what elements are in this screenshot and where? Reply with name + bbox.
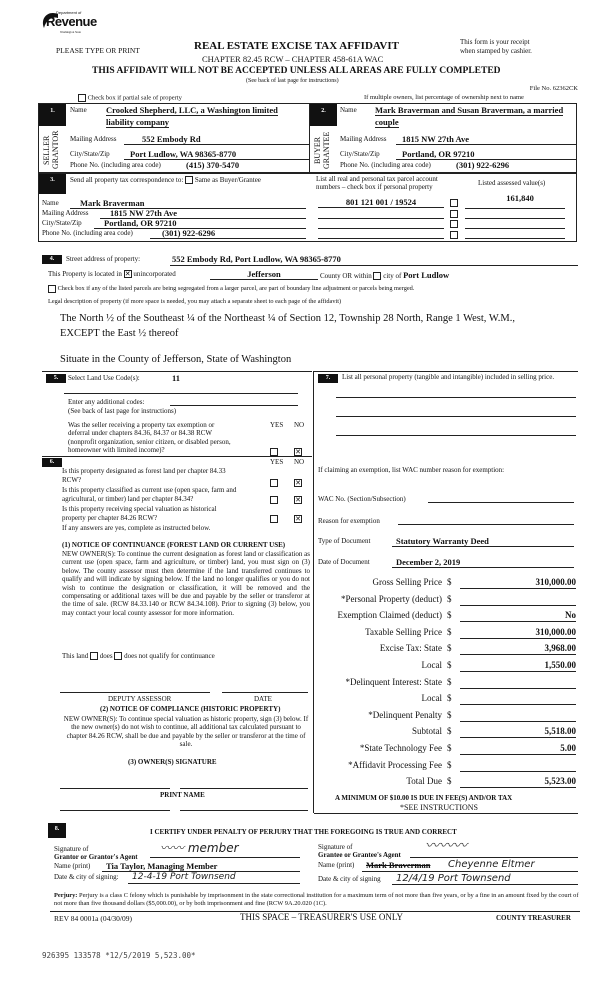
fee-value-field[interactable]: No (460, 610, 576, 622)
partial-sale-checkbox[interactable] (78, 94, 182, 102)
does-not-label: does not qualify for continuance (124, 652, 215, 660)
buyer-name-field-2[interactable]: couple (375, 117, 399, 127)
form-revision: REV 84 0001a (04/30/09) (54, 914, 132, 923)
see-instructions-note: *SEE INSTRUCTIONS (400, 803, 479, 812)
exemption-no-checkbox[interactable]: ✕ (295, 448, 301, 457)
fee-label: *State Technology Fee (359, 743, 442, 753)
land-use-code-field[interactable]: 11 (172, 373, 181, 383)
does-qualify-checkbox[interactable] (90, 652, 98, 660)
reason-label: Reason for exemption (318, 517, 380, 525)
grantor-date-label: Date & city of signing: (54, 873, 119, 881)
exemption-label: If claiming an exemption, list WAC number reason for exemption: (318, 466, 505, 474)
logo-name: Revenue (46, 14, 97, 29)
grantor-signature-label: Signature of Grantor or Grantor's Agent (54, 845, 138, 861)
buyer-addr-label: Mailing Address (340, 135, 387, 143)
notice-continuance-title: (1) NOTICE OF CONTINUANCE (FOREST LAND OR CURRENT USE) (62, 541, 286, 549)
fee-value-field[interactable]: 5,523.00 (460, 776, 576, 788)
grantee-date-label: Date & city of signing (318, 875, 381, 883)
grantee-date-field[interactable]: 12/4/19 Port Townsend (392, 873, 578, 885)
no-header-6: NO (294, 458, 305, 466)
please-type: PLEASE TYPE OR PRINT (56, 46, 140, 55)
certify-statement: I CERTIFY UNDER PENALTY OF PERJURY THAT THE FOREGOING IS TRUE AND CORRECT (150, 828, 457, 836)
form-chapter: CHAPTER 82.45 RCW – CHAPTER 458-61A WAC (202, 54, 384, 64)
see-back-note: (See back of last page for instructions) (246, 78, 339, 84)
notice-compliance-title: (2) NOTICE OF COMPLIANCE (HISTORIC PROPERTY) (100, 705, 281, 713)
receipt-note-2: when stamped by cashier. (460, 47, 532, 55)
fee-value-field[interactable] (460, 693, 576, 705)
grantee-name-struck: Mark Braverman (366, 860, 431, 870)
fee-value-field[interactable]: 310,000.00 (460, 627, 576, 639)
seller-city-field[interactable]: Port Ludlow, WA 98365-8770 (124, 149, 309, 160)
dollar-sign: $ (447, 610, 452, 621)
seller-name-label: Name (70, 106, 87, 114)
fee-label: Total Due (406, 776, 442, 787)
personal-property-checkboxes[interactable] (450, 198, 458, 240)
legal-description-label: Legal description of property (if more space is needed, you may attach a separate sheet to each page of the affidavit) (48, 298, 342, 305)
buyer-name-label: Name (340, 106, 357, 114)
if-yes-note: If any answers are yes, complete as instructed below. (62, 524, 211, 532)
seller-side-label: SELLER GRANTOR (42, 130, 60, 170)
acceptance-warning: THIS AFFIDAVIT WILL NOT BE ACCEPTED UNLESS ALL AREAS ARE FULLY COMPLETED (92, 66, 501, 76)
grantee-name-handwritten[interactable]: Cheyenne Eltmer (448, 859, 535, 870)
fee-value-field[interactable]: 3,968.00 (460, 643, 576, 655)
wac-label: WAC No. (Section/Subsection) (318, 495, 406, 503)
fee-label: Exemption Claimed (deduct) (337, 610, 442, 621)
fee-value-field[interactable]: 310,000.00 (460, 577, 576, 589)
buyer-side-label: BUYER GRANTEE (313, 131, 331, 169)
city-of-label: city of (383, 272, 402, 280)
section-8-number: 8. (48, 823, 66, 838)
forest-no-checkbox[interactable]: ✕ (295, 479, 301, 488)
section-6-number: 6. (42, 458, 62, 467)
same-as-buyer-label: Same as Buyer/Grantee (194, 176, 261, 184)
does-label: does (99, 652, 113, 660)
dollar-sign: $ (447, 759, 452, 770)
exemption-question: Was the seller receiving a property tax exemption or deferral under chapters 84.36, 84.37 or 84.38 RCW (nonprofit organization, senior citizen, or disabled person, homeowner with limited income)? (68, 421, 231, 454)
grantor-name-label: Name (print) (54, 862, 91, 870)
fee-label: Excise Tax: State (379, 643, 442, 654)
notice-continuance-text: NEW OWNER(S): To continue the current designation as forest land or classification as current use (open space, farm and agriculture, or timber) land, you must sign on (3) below. The county assessor must then determine if the land transferred continues to qualify and will indicate by signing below. If the land no longer qualifies or you do not wish to continue the designation or classification, it will be removed and the compensating or additional taxes will be due and payable by the seller or transferor at the time of sale. (RCW 84.33.140 or RCW 84.34.108). Prior to signing (3) below, you may contact your local county assessor for more information. (62, 550, 310, 617)
seller-phone-label: Phone No. (including area code) (70, 161, 161, 169)
forest-yes-checkbox[interactable] (270, 479, 278, 487)
fee-label: *Delinquent Penalty (368, 709, 442, 720)
street-label: Street address of property: (66, 255, 141, 263)
this-land-label: This land (62, 652, 89, 660)
section-5-number: 5. (46, 374, 66, 383)
forest-land-question: Is this property designated as forest land per chapter 84.33 RCW? (62, 467, 226, 484)
fee-value-field[interactable] (460, 594, 576, 606)
assessed-header: Listed assessed value(s) (478, 179, 546, 187)
perjury-note: Perjury: Perjury is a class C felony which is punishable by imprisonment in the state correctional institution for a maximum term of not more than five years, or by a fine in an amount fixed by the court of not more than five thousand dollars ($5,000.00), or by both imprisonment and fine (RCW 9A.20.020 (1C). (54, 892, 579, 907)
seller-city-label: City/State/Zip (70, 150, 110, 158)
historical-question: Is this property receiving special valuation as historical property per chapter 84.26 RCW? (62, 505, 217, 522)
file-no: File No. 62362CK (529, 85, 578, 92)
corr-name-field[interactable]: Mark Braverman (70, 198, 306, 209)
buyer-name-field[interactable]: Mark Braverman and Susan Braverman, a married (375, 105, 564, 115)
doc-date-field[interactable]: December 2, 2019 (392, 557, 574, 568)
grantee-signature-label: Signature of Grantee or Grantee's Agent (318, 843, 401, 859)
fee-value-field[interactable] (460, 760, 576, 772)
form-title: REAL ESTATE EXCISE TAX AFFIDAVIT (194, 40, 399, 52)
logo-dept: Department of (56, 10, 82, 15)
send-correspondence-label: Send all property tax correspondence to: (70, 176, 184, 184)
fee-value-field[interactable]: 5.00 (460, 743, 576, 755)
county-field[interactable]: Jefferson (210, 269, 318, 280)
logo-state: Washington State (60, 30, 82, 34)
unincorporated-label: unincorporated (133, 270, 176, 278)
fee-label: Subtotal (411, 726, 442, 737)
minimum-due-note: A MINIMUM OF $10.00 IS DUE IN FEE(S) AND/OR TAX (335, 794, 513, 802)
fee-label: Gross Selling Price (372, 577, 442, 587)
dollar-sign: $ (447, 726, 452, 737)
section-4-number: 4. (42, 255, 62, 264)
fee-label: Local (421, 693, 442, 704)
street-address-field[interactable]: 552 Embody Rd, Port Ludlow, WA 98365-8770 (172, 254, 341, 264)
city-checkbox[interactable] (373, 272, 381, 280)
current-use-question: Is this property classified as current use (open space, farm and agricultural, or timber) land per chapter 84.34? (62, 486, 237, 503)
assessor-date-label: DATE (254, 695, 272, 703)
fee-label: Taxable Selling Price (365, 626, 442, 637)
land-use-label: Select Land Use Code(s): (68, 374, 140, 382)
dollar-sign: $ (447, 743, 452, 753)
fee-value-field[interactable]: 5,518.00 (460, 726, 576, 738)
seller-phone-field[interactable]: (415) 370-5470 (186, 160, 240, 170)
current-use-no-checkbox[interactable]: ✕ (295, 496, 301, 505)
dollar-sign: $ (447, 643, 452, 654)
city-field[interactable]: Port Ludlow (403, 270, 450, 280)
receipt-note-1: This form is your receipt (460, 38, 530, 46)
dollar-sign: $ (447, 676, 452, 687)
dor-logo (40, 10, 100, 38)
corr-city-label: City/State/Zip (42, 219, 82, 227)
located-label: This Property is located in (48, 270, 122, 278)
grantee-signature[interactable]: 〰〰〰 (425, 838, 467, 854)
section-2-number: 2. (310, 104, 337, 126)
no-header: NO (294, 421, 305, 429)
fee-value-field[interactable]: 1,550.00 (460, 660, 576, 672)
seller-addr-label: Mailing Address (70, 135, 117, 143)
grantor-date-field[interactable]: 12-4-19 Port Townsend (128, 872, 300, 884)
parcel-number-field[interactable]: 801 121 001 / 19524 (318, 197, 444, 208)
county-treasurer-label: COUNTY TREASURER (496, 914, 571, 922)
dollar-sign: $ (447, 693, 452, 704)
fee-label: Local (421, 660, 442, 670)
grantor-signature[interactable]: 〰〰 member (160, 841, 239, 855)
current-use-yes-checkbox[interactable] (270, 496, 278, 504)
grantee-name-label: Name (print) (318, 861, 355, 869)
seller-address-field[interactable]: 552 Embody Rd (124, 134, 309, 145)
assessed-value-field[interactable]: 161,840 (506, 193, 534, 203)
fee-label: *Affidavit Processing Fee (348, 759, 442, 770)
unincorporated-checkbox[interactable]: ✕ (124, 270, 131, 279)
doc-date-label: Date of Document (318, 558, 370, 566)
buyer-city-field[interactable]: Portland, OR 97210 (396, 149, 576, 160)
dollar-sign: $ (447, 626, 452, 637)
dollar-sign: $ (447, 709, 452, 720)
corr-city-field[interactable]: Portland, OR 97210 (94, 218, 306, 229)
seller-name-field-2[interactable]: liability company (106, 117, 170, 127)
same-as-buyer-checkbox[interactable] (185, 176, 193, 184)
seller-name-field[interactable]: Crooked Shepherd, LLC, a Washington limited (106, 105, 278, 115)
fee-label: *Delinquent Interest: State (345, 676, 442, 687)
corr-name-label: Name (42, 199, 59, 207)
segregated-label: Check box if any of the listed parcels are being segregated from a larger parcel, are part of boundary line adjustment or parcels being merged. (57, 285, 415, 292)
notice-compliance-text: NEW OWNER(S): To continue special valuation as historic property, sign (3) below. If the new owner(s) do not wish to continue, all additional tax calculated pursuant to chapter 84.26 RCW, shall be due and payable by the seller or transferor at the time of sale. (63, 715, 309, 749)
corr-address-field[interactable]: 1815 NW 27th Ave (100, 208, 306, 219)
legal-description-line-2: EXCEPT the East ½ thereof (60, 328, 179, 339)
dollar-sign: $ (447, 660, 452, 670)
legal-description-line-3: Situate in the County of Jefferson, State of Washington (60, 354, 292, 365)
additional-codes-note: (See back of last page for instructions) (68, 407, 177, 415)
historical-yes-checkbox[interactable] (270, 515, 278, 523)
segregated-checkbox[interactable] (48, 285, 56, 293)
deputy-assessor-label: DEPUTY ASSESSOR (108, 695, 172, 703)
partial-sale-label: Check box if partial sale of property (87, 94, 182, 102)
print-name-label: PRINT NAME (160, 791, 205, 799)
yes-header-6: YES (270, 458, 284, 466)
corr-addr-label: Mailing Address (42, 209, 89, 217)
grantor-name-field[interactable]: Tia Taylor, Managing Member (102, 861, 300, 872)
corr-phone-field[interactable]: (301) 922-6296 (150, 228, 306, 239)
dollar-sign: $ (447, 593, 452, 604)
historical-no-checkbox[interactable]: ✕ (295, 515, 301, 524)
section-1-number: 1. (39, 104, 66, 126)
fee-value-field[interactable] (460, 677, 576, 689)
legal-description-line-1: The North ½ of the Southeast ¼ of the Northeast ¼ of Section 12, Township 28 North, Range 1 West, W.M., (60, 313, 516, 324)
buyer-address-field[interactable]: 1815 NW 27th Ave (396, 134, 576, 145)
buyer-phone-label: Phone No. (including area code) (340, 161, 431, 169)
multiple-owners-note: If multiple owners, list percentage of ownership next to name (364, 94, 524, 101)
owner-signature-title: (3) OWNER(S) SIGNATURE (128, 758, 217, 766)
additional-codes-label: Enter any additional codes: (68, 398, 145, 406)
does-not-qualify-checkbox[interactable] (114, 652, 122, 660)
yes-header: YES (270, 421, 284, 429)
county-or-label: County OR within (320, 272, 372, 280)
section-3-number: 3. (39, 174, 66, 194)
doc-type-field[interactable]: Statutory Warranty Deed (392, 536, 574, 547)
buyer-phone-field[interactable]: (301) 922-6296 (456, 160, 510, 170)
personal-property-label: List all personal property (tangible and intangible) included in selling price. (342, 373, 555, 381)
corr-phone-label: Phone No. (including area code) (42, 229, 133, 237)
fee-label: *Personal Property (deduct) (341, 593, 442, 604)
dollar-sign: $ (447, 776, 452, 787)
dollar-sign: $ (447, 577, 452, 587)
doc-type-label: Type of Document (318, 537, 371, 545)
treasurer-use-label: THIS SPACE – TREASURER'S USE ONLY (240, 912, 404, 922)
fee-value-field[interactable] (460, 710, 576, 722)
buyer-city-label: City/State/Zip (340, 150, 380, 158)
cashier-stamp: 926395 133578 *12/5/2019 5,523.00* (42, 951, 196, 960)
parcel-header: List all real and personal tax parcel account numbers – check box if personal property (316, 175, 438, 191)
section-7-number: 7. (318, 374, 338, 383)
